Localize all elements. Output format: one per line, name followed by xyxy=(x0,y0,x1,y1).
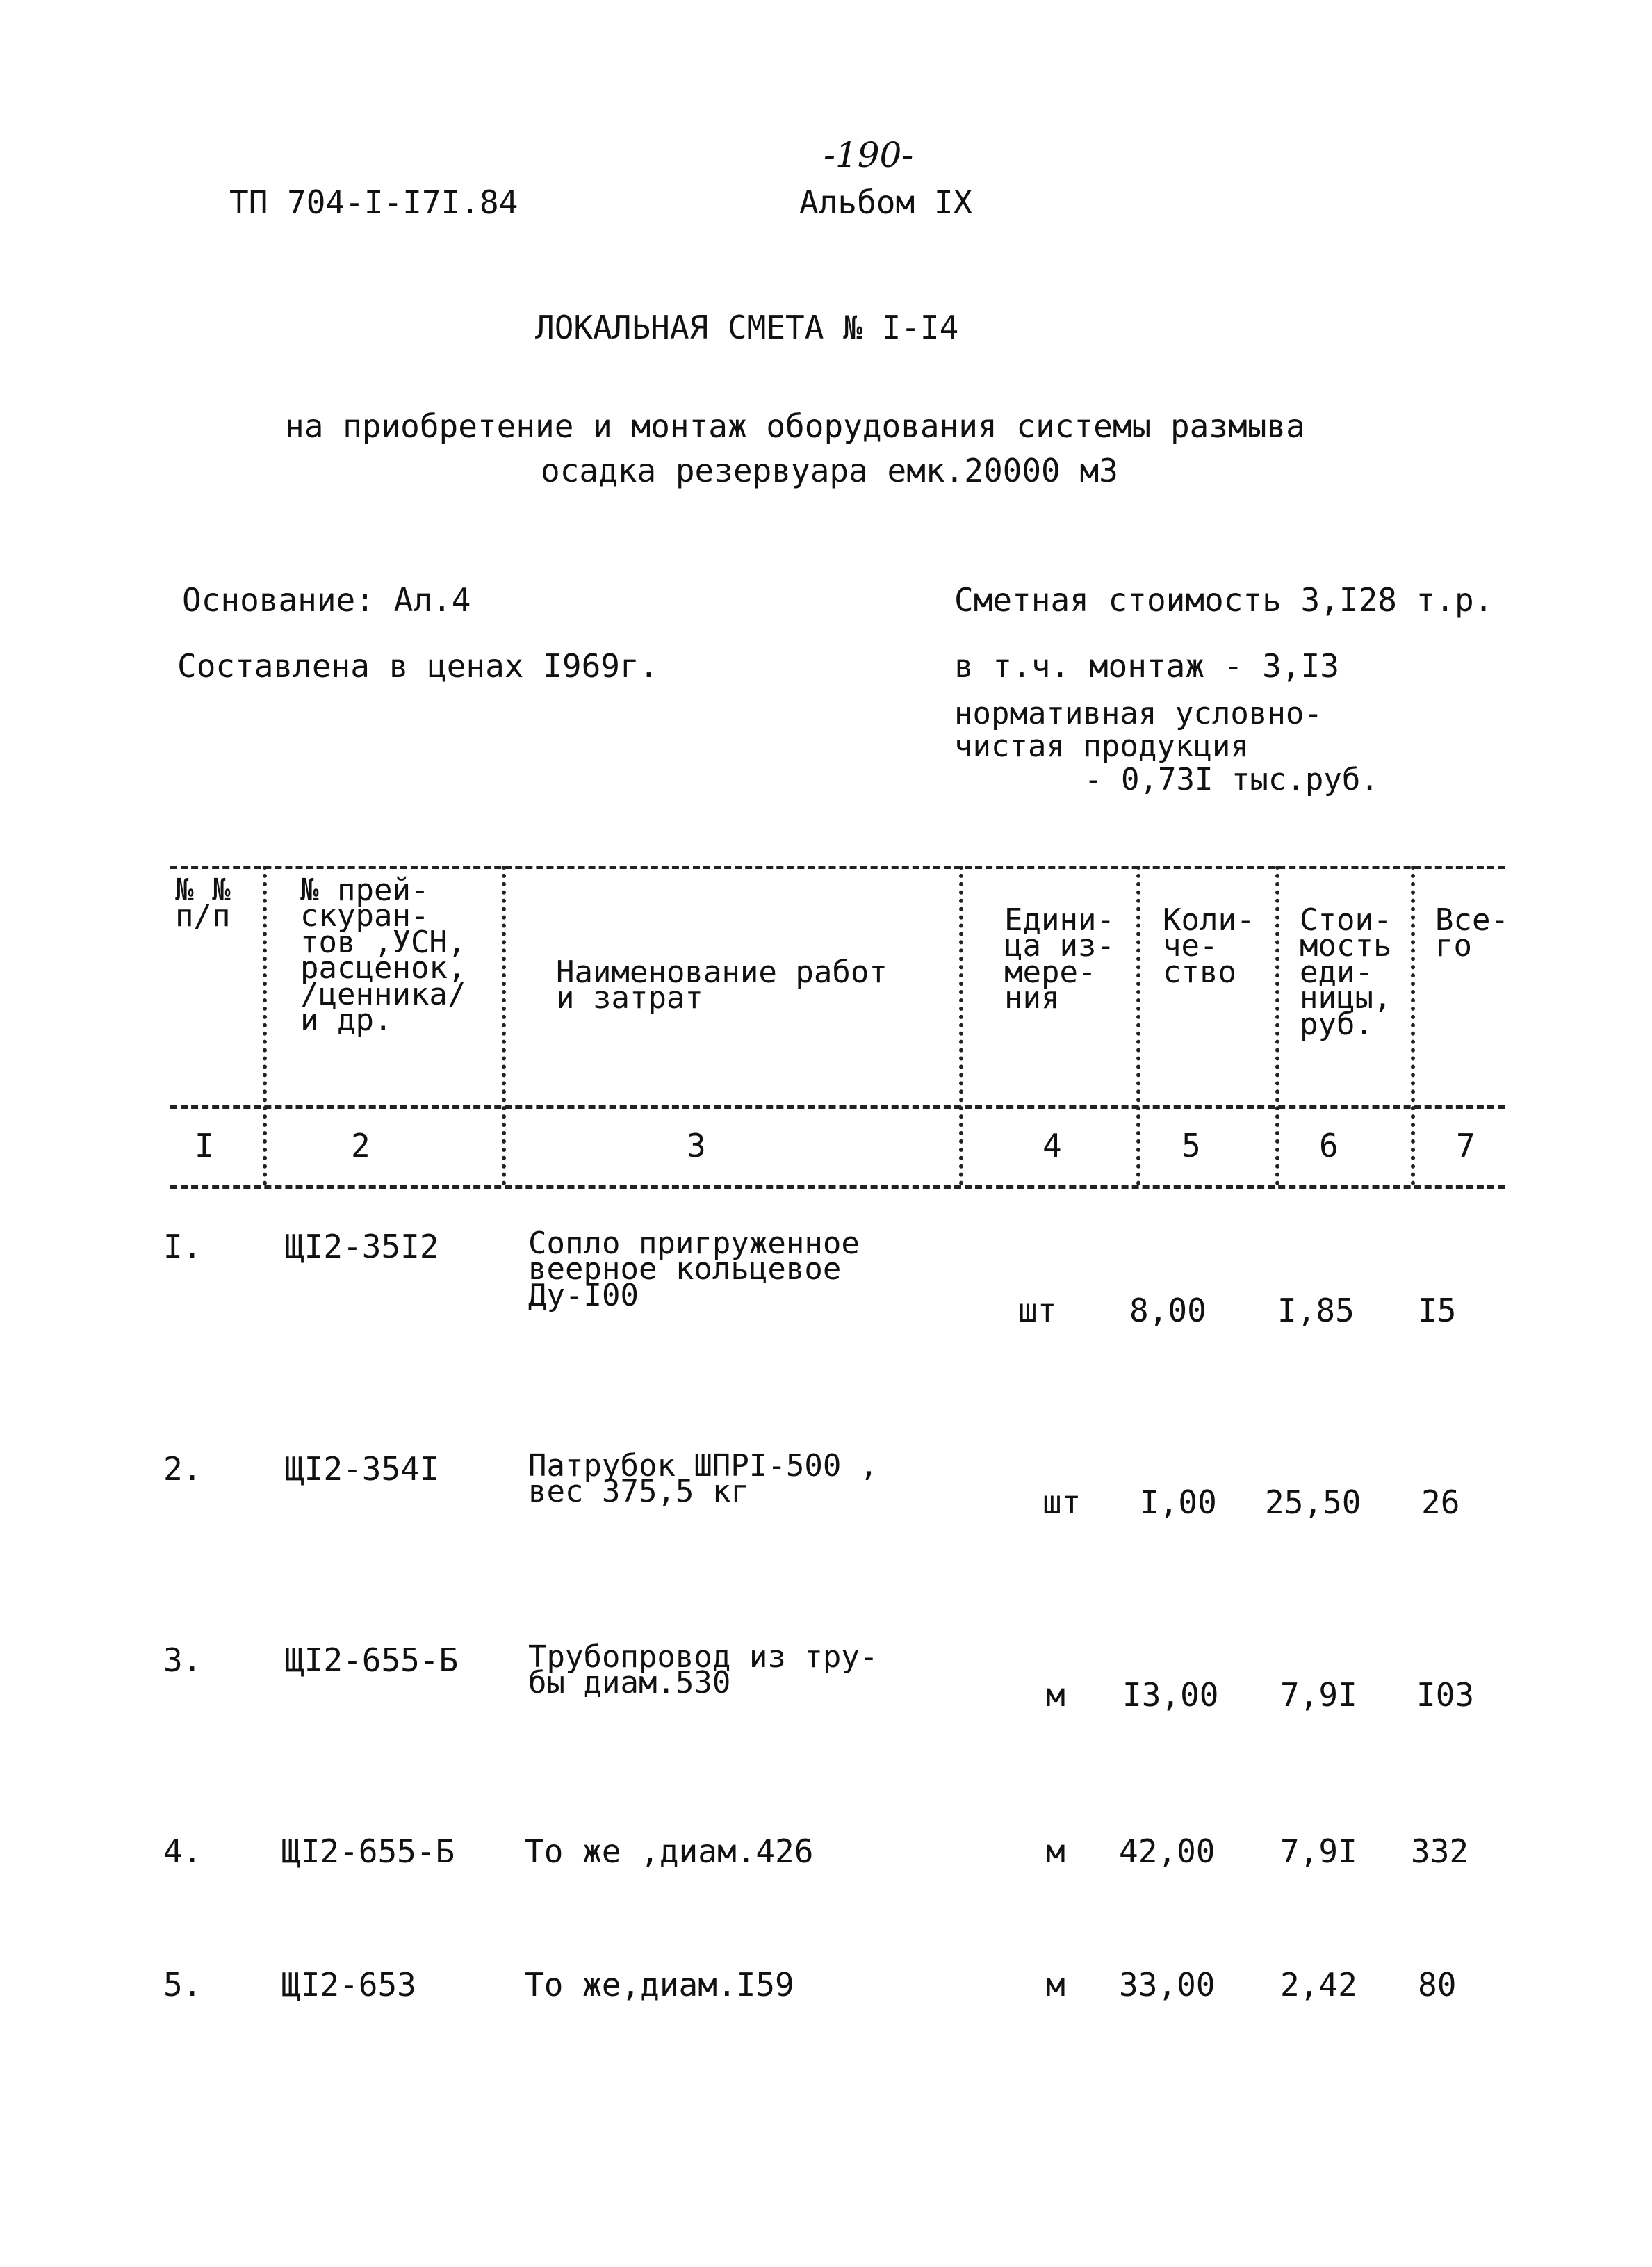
column-divider xyxy=(502,866,506,1185)
row-unit: м xyxy=(1046,1833,1065,1870)
column-number: 5 xyxy=(1181,1127,1201,1164)
row-unit-cost: 25,50 xyxy=(1265,1484,1361,1521)
row-unit-cost: 7,9I xyxy=(1280,1676,1357,1714)
header-price-list-code: № прей- скуран- тов ,УСН, расценок, /ценника/ и др. xyxy=(300,872,466,1038)
header-total: Все- го xyxy=(1435,902,1509,964)
row-price-code: ЩI2-655-Б xyxy=(285,1641,459,1679)
column-divider xyxy=(263,866,267,1185)
prices-info: Составлена в ценах I969г. xyxy=(177,647,659,685)
row-price-code: ЩI2-354I xyxy=(285,1450,439,1488)
row-number: 2. xyxy=(163,1450,202,1488)
row-price-code: ЩI2-35I2 xyxy=(285,1228,439,1265)
estimate-title: ЛОКАЛЬНАЯ СМЕТА № I-I4 xyxy=(535,309,959,346)
table-top-rule xyxy=(170,866,1505,869)
row-total: 332 xyxy=(1411,1833,1469,1870)
row-unit-cost: 7,9I xyxy=(1280,1833,1357,1870)
row-total: I5 xyxy=(1418,1292,1457,1329)
column-divider xyxy=(959,866,963,1185)
row-quantity: 33,00 xyxy=(1119,1966,1216,2004)
column-divider xyxy=(1275,866,1279,1185)
row-number: 5. xyxy=(163,1966,202,2004)
basis-info: Основание: Ал.4 xyxy=(182,581,471,619)
header-quantity: Коли- че- ство xyxy=(1163,902,1255,990)
row-unit: шт xyxy=(1042,1484,1081,1521)
header-unit-cost: Стои- мость еди- ницы, руб. xyxy=(1300,902,1392,1042)
page-number: -190- xyxy=(824,135,914,175)
table-header-rule xyxy=(170,1105,1505,1109)
column-number: 2 xyxy=(351,1127,370,1164)
row-work-name: То же,диам.I59 xyxy=(525,1966,794,2004)
row-price-code: ЩI2-655-Б xyxy=(281,1833,455,1870)
album-label: Альбом IX xyxy=(799,184,973,221)
installation-cost: в т.ч. монтаж - 3,I3 xyxy=(954,647,1339,685)
row-unit: м xyxy=(1046,1966,1065,2004)
table-numbers-rule xyxy=(170,1185,1505,1189)
column-divider xyxy=(1411,866,1415,1185)
estimate-subtitle-line2: осадка резервуара емк.20000 м3 xyxy=(541,452,1118,489)
row-work-name: То же ,диам.426 xyxy=(525,1833,814,1870)
row-total: I03 xyxy=(1416,1676,1475,1714)
row-number: 3. xyxy=(163,1641,202,1679)
row-work-name: Патрубок ШПРI-500 , вес 375,5 кг xyxy=(528,1448,878,1510)
row-quantity: I,00 xyxy=(1140,1484,1217,1521)
normative-product-value: - 0,73I тыс.руб. xyxy=(1084,762,1379,797)
row-work-name: Сопло пригруженное веерное кольцевое Ду-I00 xyxy=(528,1226,860,1313)
row-total: 26 xyxy=(1421,1484,1460,1521)
header-unit: Едини- ца из- мере- ния xyxy=(1004,902,1115,1016)
row-unit: м xyxy=(1046,1676,1065,1714)
normative-product-line1: нормативная условно- xyxy=(954,696,1323,731)
column-divider xyxy=(1136,866,1140,1185)
normative-product-line2: чистая продукция xyxy=(954,729,1249,764)
row-unit-cost: I,85 xyxy=(1277,1292,1355,1329)
estimated-cost: Сметная стоимость 3,I28 т.р. xyxy=(954,581,1494,619)
estimate-subtitle-line1: на приобретение и монтаж оборудования системы размыва xyxy=(285,407,1305,445)
row-number: I. xyxy=(163,1228,202,1265)
row-unit-cost: 2,42 xyxy=(1280,1966,1357,2004)
column-number: 7 xyxy=(1456,1127,1475,1164)
column-number: 4 xyxy=(1042,1127,1062,1164)
header-row-number: № № п/п xyxy=(175,872,231,934)
row-number: 4. xyxy=(163,1833,202,1870)
column-number: I xyxy=(195,1127,214,1164)
row-price-code: ЩI2-653 xyxy=(281,1966,416,2004)
row-work-name: Трубопровод из тру- бы диам.530 xyxy=(528,1639,878,1701)
row-unit: шт xyxy=(1018,1292,1057,1329)
row-quantity: 8,00 xyxy=(1129,1292,1207,1329)
row-quantity: 42,00 xyxy=(1119,1833,1216,1870)
row-quantity: I3,00 xyxy=(1122,1676,1219,1714)
header-work-name: Наименование работ и затрат xyxy=(556,954,888,1016)
column-number: 6 xyxy=(1319,1127,1339,1164)
column-number: 3 xyxy=(687,1127,706,1164)
row-total: 80 xyxy=(1418,1966,1457,2004)
document-code: ТП 704-I-I7I.84 xyxy=(229,184,518,221)
